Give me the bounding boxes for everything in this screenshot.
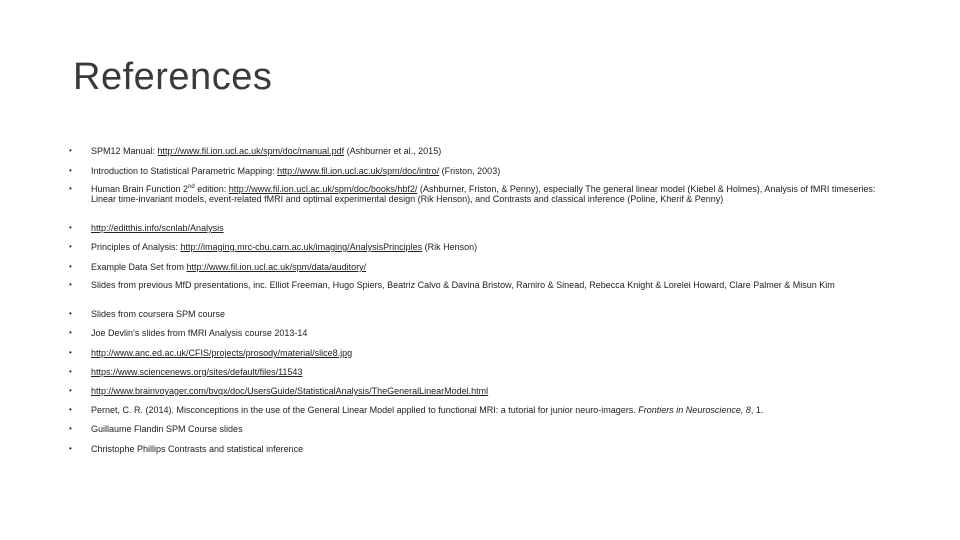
bullet: • — [69, 444, 72, 453]
bullet: • — [69, 405, 72, 414]
ref-link[interactable]: https://www.sciencenews.org/sites/default/files/11543 — [91, 367, 303, 377]
ref-text: , 1. — [750, 405, 764, 415]
ref-text: (Ashburner, Friston, & Penny), especially The general linear model (Kiebel & Holmes), Analysis of fMRI timeseries: Linear time-invariant models, event-related fMRI and optimal experimental design (Rik Henson), and Contrasts and classical inference (Poline, Kherif & Penny) — [91, 184, 876, 204]
ref-text: Principles of Analysis: — [91, 242, 181, 252]
ref-text: edition: — [194, 184, 229, 194]
ref-link[interactable]: http://www.fil.ion.ucl.ac.uk/spm/data/auditory/ — [186, 262, 367, 272]
list-item — [69, 405, 891, 415]
list-item — [69, 348, 891, 358]
bullet: • — [69, 166, 72, 175]
ref-link[interactable]: http://www.brainvoyager.com/bvqx/doc/UsersGuide/StatisticalAnalysis/TheGeneralLinearModel.html — [91, 386, 489, 396]
ref-text: SPM12 Manual: — [91, 146, 158, 156]
list-item — [69, 223, 891, 233]
ref-link[interactable]: http://editthis.info/scnlab/Analysis — [91, 223, 224, 233]
bullet: • — [69, 309, 72, 318]
ref-text: Joe Devlin’s slides from fMRI Analysis course 2013-14 — [91, 328, 308, 338]
ref-text: Human Brain Function 2 — [91, 184, 189, 194]
ref-text: (Friston, 2003) — [439, 166, 501, 176]
list-item — [69, 166, 891, 176]
ref-text: Guillaume Flandin SPM Course slides — [91, 424, 243, 434]
ref-link[interactable]: http://www.fil.ion.ucl.ac.uk/spm/doc/intro/ — [277, 166, 440, 176]
bullet: • — [69, 184, 72, 193]
page-title: References — [73, 56, 273, 98]
list-item — [69, 280, 891, 290]
bullet: • — [69, 223, 72, 232]
list-item — [69, 242, 891, 252]
list-item — [69, 262, 891, 272]
list-item — [69, 367, 891, 377]
ref-text: Slides from coursera SPM course — [91, 309, 226, 319]
bullet: • — [69, 424, 72, 433]
bullet: • — [69, 328, 72, 337]
bullet: • — [69, 146, 72, 155]
ref-text: Christophe Phillips Contrasts and statistical inference — [91, 444, 304, 454]
ref-journal: Frontiers in Neuroscience, 8 — [638, 405, 751, 415]
list-item — [69, 424, 891, 434]
bullet: • — [69, 367, 72, 376]
bullet: • — [69, 386, 72, 395]
list-item — [69, 328, 891, 338]
ref-superscript: nd — [188, 184, 195, 190]
ref-link[interactable]: http://www.fil.ion.ucl.ac.uk/spm/doc/manual.pdf — [157, 146, 345, 156]
ref-link[interactable]: http://imaging.mrc-cbu.cam.ac.uk/imaging/AnalysisPrinciples — [180, 242, 423, 252]
list-item — [69, 309, 891, 319]
ref-link[interactable]: http://www.anc.ed.ac.uk/CFIS/projects/prosody/material/slice8.jpg — [91, 348, 353, 358]
bullet: • — [69, 242, 72, 251]
ref-text: Pernet, C. R. (2014). Misconceptions in the use of the General Linear Model applied to functional MRI: a tutorial for junior neuro-imagers. — [91, 405, 639, 415]
list-item — [69, 184, 891, 204]
bullet: • — [69, 348, 72, 357]
bullet: • — [69, 262, 72, 271]
ref-text: (Ashburner et al., 2015) — [344, 146, 442, 156]
ref-text: Slides from previous MfD presentations, inc. Elliot Freeman, Hugo Spiers, Beatriz Calvo & Davina Bristow, Ramiro & Sinead, Rebecca Knight & Lorelei Howard, Clare Palmer & Misun Kim — [91, 280, 835, 290]
bullet: • — [69, 280, 72, 289]
list-item — [69, 386, 891, 396]
list-item — [69, 146, 891, 156]
ref-text: Example Data Set from — [91, 262, 187, 272]
ref-text: Introduction to Statistical Parametric Mapping: — [91, 166, 278, 176]
ref-text: (Rik Henson) — [422, 242, 478, 252]
ref-link[interactable]: http://www.fil.ion.ucl.ac.uk/spm/doc/books/hbf2/ — [228, 184, 418, 194]
list-item — [69, 444, 891, 454]
